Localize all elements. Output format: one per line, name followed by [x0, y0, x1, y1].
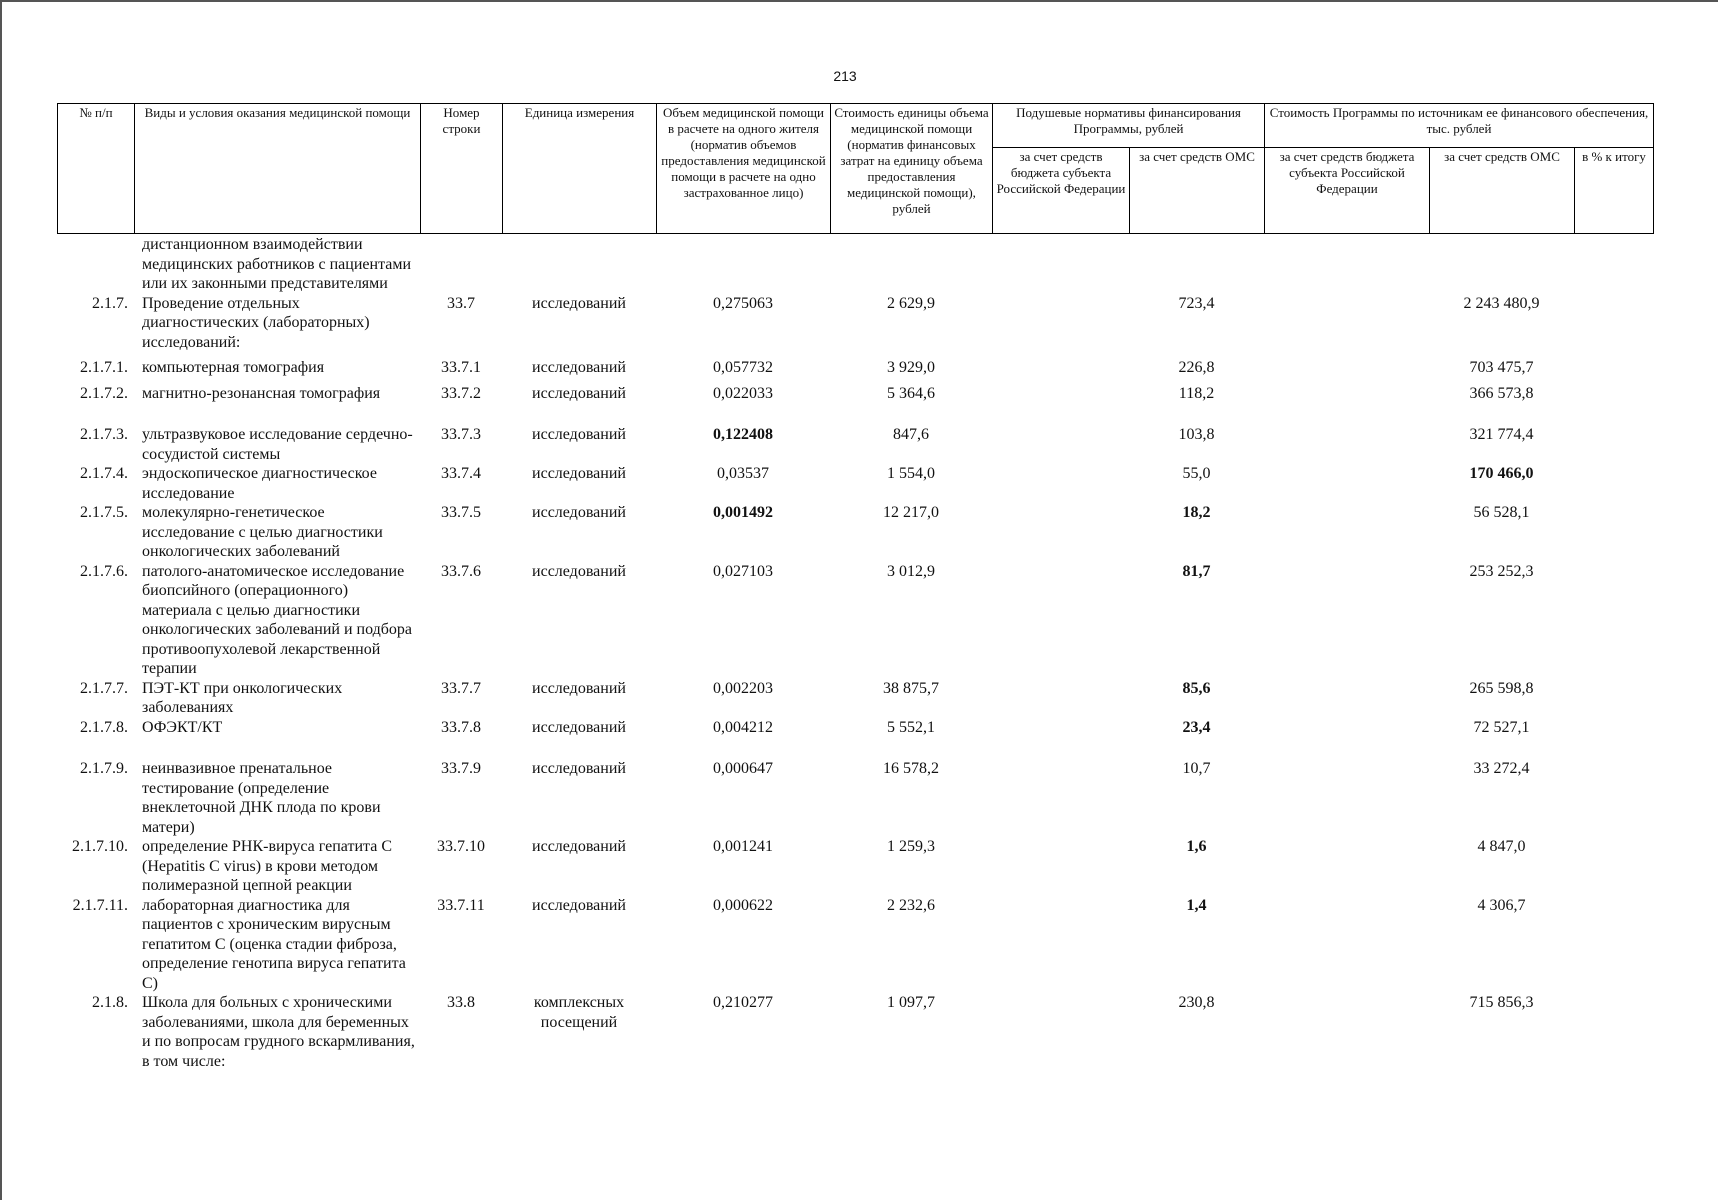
cell-num: 2.1.7.7. [80, 679, 128, 697]
cell-line: 33.7 [447, 294, 475, 312]
cell-t-oms: 253 252,3 [1469, 562, 1534, 580]
cell-cost: 12 217,0 [883, 504, 939, 521]
cell-t-budget [1264, 679, 1429, 718]
cell-cost: 5 364,6 [887, 384, 935, 402]
cell-unit: исследований [532, 896, 626, 914]
cell-line: 33.7.4 [441, 465, 481, 482]
cell-unit: исследований [532, 718, 626, 736]
cell-name: компьютерная томография [142, 359, 325, 376]
cell-pc-budget [992, 503, 1129, 562]
cell-num: 2.1.7. [92, 294, 128, 312]
cell-t-oms: 265 598,8 [1469, 679, 1534, 697]
cell-num: 2.1.7.8. [80, 718, 128, 736]
cell-pc-budget [992, 562, 1129, 679]
cell-t-oms: 703 475,7 [1469, 359, 1534, 376]
header-group-total: Стоимость Программы по источникам ее финансового обеспечения, тыс. рублей [1265, 104, 1654, 148]
cell-t-budget [1264, 562, 1429, 679]
cell-num [57, 235, 134, 294]
cell-pc-budget [992, 679, 1129, 718]
cell-pc-oms: 85,6 [1182, 679, 1211, 697]
cell-t-pct [1574, 896, 1653, 994]
table-row [57, 896, 1653, 994]
table-row [57, 562, 1653, 679]
table-row [57, 378, 1653, 404]
table-row [57, 718, 1653, 738]
cell-pc-budget [992, 294, 1129, 353]
cell-num: 2.1.8. [92, 994, 128, 1011]
cell-pc-oms: 103,8 [1178, 426, 1215, 443]
header-group-percapita: Подушевые нормативы финансирования Программы, рублей [993, 104, 1265, 148]
cell-pc-oms: 1,4 [1186, 896, 1207, 914]
cell-t-oms: 33 272,4 [1473, 760, 1530, 777]
cell-line: 33.7.1 [441, 359, 481, 376]
cell-t-pct [1574, 464, 1653, 503]
cell-unit: исследований [532, 359, 626, 376]
cell-pc-oms: 81,7 [1182, 562, 1211, 580]
cell-pc-budget [992, 352, 1129, 378]
cell-line [420, 235, 502, 294]
cell-pc-budget [992, 378, 1129, 404]
cell-cost: 5 552,1 [887, 718, 935, 736]
cell-line: 33.8 [447, 994, 475, 1011]
cell-line: 33.7.11 [437, 896, 485, 914]
table-row [57, 503, 1653, 562]
cell-t-budget [1264, 896, 1429, 994]
cell-t-oms: 4 306,7 [1477, 896, 1526, 914]
cell-cost: 1 097,7 [887, 994, 935, 1011]
header-cost: Стоимость единицы объема медицинской помощи (норматив финансовых затрат на единицу объема предоставления медицинской помощи), рублей [831, 104, 993, 234]
cell-num: 2.1.7.6. [80, 562, 128, 580]
cell-cost: 2 232,6 [887, 896, 935, 914]
cell-t-pct [1574, 378, 1653, 404]
cell-name: патолого-анатомическое исследование биопсийного (операционного) материала с целью диагностики онкологических заболеваний и подбора противоопухолевой лекарственной терапии [142, 562, 413, 677]
cell-unit: исследований [532, 384, 626, 402]
cell-name: Школа для больных с хроническими заболеваниями, школа для беременных и по вопросам грудного вскармливания, в том числе: [142, 994, 415, 1070]
cell-pc-budget [992, 403, 1129, 464]
page-border-left [0, 0, 2, 1200]
cell-t-pct [1574, 993, 1653, 1071]
cell-t-pct [1574, 737, 1653, 837]
page-number: 213 [833, 68, 857, 84]
cell-pc-oms: 10,7 [1182, 760, 1211, 777]
cell-volume: 0,275063 [713, 294, 773, 312]
table-row [57, 737, 1653, 837]
table-row [57, 294, 1653, 353]
cell-pc-oms: 226,8 [1178, 359, 1215, 376]
header-t-pct: в % к итогу [1575, 148, 1654, 234]
cell-t-oms: 321 774,4 [1469, 426, 1534, 443]
cell-t-budget [1264, 993, 1429, 1071]
cell-num: 2.1.7.1. [80, 359, 128, 376]
cell-unit: исследований [532, 504, 626, 521]
cell-t-pct [1574, 352, 1653, 378]
cell-unit: исследований [532, 465, 626, 482]
cell-t-oms: 170 466,0 [1469, 465, 1534, 482]
cell-pc-budget [992, 737, 1129, 837]
cell-cost: 1 554,0 [887, 465, 935, 482]
cell-cost: 38 875,7 [883, 679, 939, 697]
table-body [57, 235, 1653, 1071]
cell-volume: 0,001492 [713, 504, 773, 521]
cell-t-pct [1574, 679, 1653, 718]
cell-volume: 0,001241 [713, 838, 773, 855]
cell-num: 2.1.7.9. [80, 760, 128, 777]
cell-t-pct [1574, 837, 1653, 896]
cell-line: 33.7.8 [441, 718, 481, 736]
cell-pc-budget [992, 837, 1129, 896]
cell-num: 2.1.7.4. [80, 465, 128, 482]
cell-volume: 0,000622 [713, 896, 773, 914]
table-header [57, 103, 1654, 234]
cell-t-budget [1264, 503, 1429, 562]
cell-pc-budget [992, 235, 1129, 294]
cell-t-oms: 366 573,8 [1469, 384, 1534, 402]
cell-name: молекулярно-генетическое исследование с целью диагностики онкологических заболеваний [142, 504, 383, 560]
cell-line: 33.7.5 [441, 504, 481, 521]
cell-line: 33.7.2 [441, 384, 481, 402]
cell-unit: исследований [532, 679, 626, 697]
cell-cost [830, 235, 992, 294]
cell-name: дистанционном взаимодействии медицинских работников с пациентами или их законными представителями [142, 236, 412, 292]
header-volume: Объем медицинской помощи в расчете на одного жителя (норматив объемов предоставления медицинской помощи в расчете на одно застрахованное лицо) [657, 104, 831, 234]
cell-volume: 0,210277 [713, 994, 773, 1011]
cell-volume: 0,027103 [713, 562, 773, 580]
cell-pc-oms: 1,6 [1186, 838, 1207, 855]
cell-name: лабораторная диагностика для пациентов с хроническим вирусным гепатитом С (оценка стадии фиброза, определение генотипа вируса гепатита С) [142, 896, 406, 992]
cell-t-pct [1574, 294, 1653, 353]
cell-pc-budget [992, 718, 1129, 738]
cell-t-pct [1574, 403, 1653, 464]
cell-t-budget [1264, 403, 1429, 464]
cell-num: 2.1.7.5. [80, 504, 128, 521]
cell-unit: исследований [532, 838, 626, 855]
cell-volume: 0,000647 [713, 760, 773, 777]
cell-t-oms: 56 528,1 [1473, 504, 1530, 521]
cell-t-budget [1264, 718, 1429, 738]
cell-line: 33.7.10 [437, 838, 485, 855]
header-pc-oms: за счет средств ОМС [1130, 148, 1265, 234]
cell-volume: 0,002203 [713, 679, 773, 697]
cell-volume [656, 235, 830, 294]
cell-name: определение РНК-вируса гепатита С (Hepatitis C virus) в крови методом полимеразной цепной реакции [142, 838, 392, 894]
cell-t-oms: 72 527,1 [1473, 718, 1530, 736]
cell-cost: 16 578,2 [883, 760, 939, 777]
cell-unit: исследований [532, 294, 626, 312]
header-t-budget: за счет средств бюджета субъекта Российской Федерации [1265, 148, 1430, 234]
cell-t-oms: 2 243 480,9 [1463, 294, 1540, 312]
table-row [57, 235, 1653, 294]
cell-name: эндоскопическое диагностическое исследование [142, 465, 377, 502]
cell-pc-oms: 723,4 [1178, 294, 1215, 312]
cell-line: 33.7.9 [441, 760, 481, 777]
table-row [57, 403, 1653, 464]
cell-unit: исследований [532, 760, 626, 777]
cell-pc-oms: 118,2 [1178, 384, 1215, 402]
cell-t-budget [1264, 378, 1429, 404]
header-pc-budget: за счет средств бюджета субъекта Российской Федерации [993, 148, 1130, 234]
cell-unit [502, 235, 656, 294]
cell-name: ОФЭКТ/КТ [142, 718, 223, 736]
cell-cost: 847,6 [893, 426, 929, 443]
cell-pc-budget [992, 464, 1129, 503]
cell-t-oms: 4 847,0 [1477, 838, 1526, 855]
cell-t-pct [1574, 718, 1653, 738]
cell-cost: 2 629,9 [887, 294, 935, 312]
cell-num: 2.1.7.11. [72, 896, 128, 914]
cell-cost: 3 929,0 [887, 359, 935, 376]
cell-volume: 0,122408 [713, 426, 773, 443]
table-row [57, 679, 1653, 718]
cell-pc-oms [1129, 235, 1264, 294]
table-row [57, 464, 1653, 503]
cell-unit: исследований [532, 426, 626, 443]
header-unit: Единица измерения [503, 104, 657, 234]
table-row [57, 993, 1653, 1071]
cell-num: 2.1.7.2. [80, 384, 128, 402]
cell-t-pct [1574, 503, 1653, 562]
cell-t-oms [1429, 235, 1574, 294]
table-row [57, 352, 1653, 378]
page-border-top [0, 0, 1718, 2]
cell-pc-budget [992, 896, 1129, 994]
header-num: № п/п [58, 104, 135, 234]
cell-pc-budget [992, 993, 1129, 1071]
cell-t-budget [1264, 837, 1429, 896]
cell-t-budget [1264, 464, 1429, 503]
cell-cost: 1 259,3 [887, 838, 935, 855]
cell-t-pct [1574, 562, 1653, 679]
cell-name: ПЭТ-КТ при онкологических заболеваниях [142, 679, 343, 716]
cell-name: магнитно-резонансная томография [142, 384, 381, 402]
cell-volume: 0,03537 [717, 465, 769, 482]
cell-pc-oms: 18,2 [1182, 504, 1211, 521]
cell-line: 33.7.6 [441, 562, 481, 580]
cell-t-oms: 715 856,3 [1469, 994, 1534, 1011]
table-row [57, 837, 1653, 896]
cell-volume: 0,004212 [713, 718, 773, 736]
cell-pc-oms: 230,8 [1178, 994, 1215, 1011]
cell-num: 2.1.7.10. [72, 838, 128, 855]
cell-name: неинвазивное пренатальное тестирование (определение внеклеточной ДНК плода по крови матери) [142, 760, 381, 836]
cell-t-pct [1574, 235, 1653, 294]
cell-num: 2.1.7.3. [80, 426, 128, 443]
header-t-oms: за счет средств ОМС [1430, 148, 1575, 234]
cell-unit: исследований [532, 562, 626, 580]
cell-volume: 0,057732 [713, 359, 773, 376]
cell-volume: 0,022033 [713, 384, 773, 402]
cell-name: Проведение отдельных диагностических (лабораторных) исследований: [142, 294, 370, 351]
cell-t-budget [1264, 737, 1429, 837]
header-line: Номер строки [421, 104, 503, 234]
cell-name: ультразвуковое исследование сердечно-сосудистой системы [142, 426, 413, 463]
header-types: Виды и условия оказания медицинской помощи [135, 104, 421, 234]
cell-t-budget [1264, 235, 1429, 294]
cell-cost: 3 012,9 [887, 562, 935, 580]
cell-line: 33.7.3 [441, 426, 481, 443]
cell-unit: комплексных посещений [533, 994, 625, 1031]
cell-t-budget [1264, 352, 1429, 378]
cell-t-budget [1264, 294, 1429, 353]
cell-pc-oms: 55,0 [1182, 465, 1211, 482]
cell-line: 33.7.7 [441, 679, 481, 697]
cell-pc-oms: 23,4 [1182, 718, 1211, 736]
